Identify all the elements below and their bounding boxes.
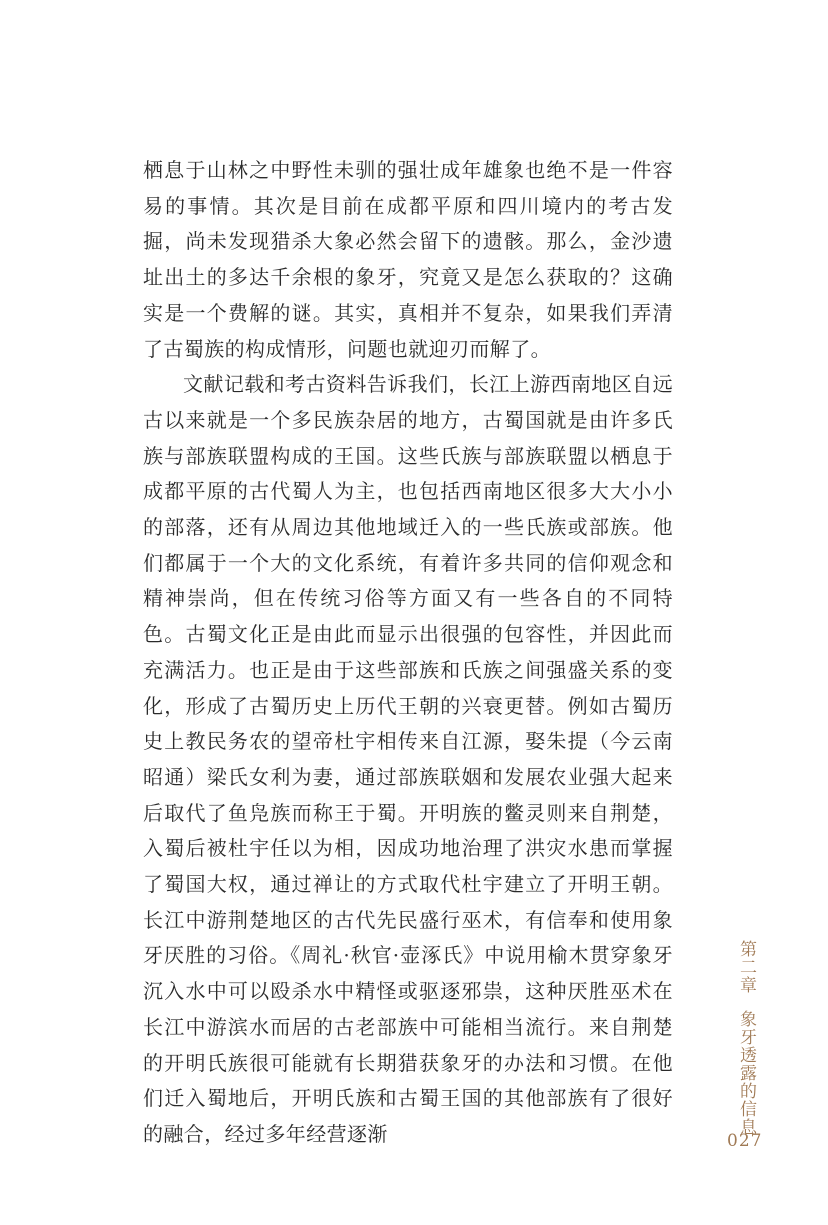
paragraph-2: 文献记载和考古资料告诉我们，长江上游西南地区自远古以来就是一个多民族杂居的地方，古蜀国就是由许多氏族与部族联盟构成的王国。这些氏族与部族联盟以栖息于成都平原的古代蜀人为主，也包括西南地区很多大大小小的部落，还有从周边其他地域迁入的一些氏族或部族。他们都属于一个大的文化系统，有着许多共同的信仰观念和精神崇尚，但在传统习俗等方面又有一些各自的不同特色。古蜀文化正是由此而显示出很强的包容性，并因此而充满活力。也正是由于这些部族和氏族之间强盛关系的变化，形成了古蜀历史上历代王朝的兴衰更替。例如古蜀历史上教民务农的望帝杜宇相传来自江源，娶朱提（今云南昭通）梁氏女利为妻，通过部族联姻和发展农业强大起来后取代了鱼凫族而称王于蜀。开明族的鳖灵则来自荆楚，入蜀后被杜宇任以为相，因成功地治理了洪灾水患而掌握了蜀国大权，通过禅让的方式取代杜宇建立了开明王朝。长江中游荆楚地区的古代先民盛行巫术，有信奉和使用象牙厌胜的习俗。《周礼·秋官·壶涿氏》中说用榆木贯穿象牙沉入水中可以殴杀水中精怪或驱逐邪祟，这种厌胜巫术在长江中游滨水而居的古老部族中可能相当流行。来自荆楚的开明氏族很可能就有长期猎获象牙的办法和习惯。在他们迁入蜀地后，开明氏族和古蜀王国的其他部族有了很好的融合，经过多年经营逐渐 [143,372,673,1146]
chapter-label: 第二章 [736,940,756,994]
paragraph-1: 栖息于山林之中野性未驯的强壮成年雄象也绝不是一件容易的事情。其次是目前在成都平原和四川境内的考古发掘，尚未发现猎杀大象必然会留下的遗骸。那么，金沙遗址出土的多达千余根的象牙，究竟又是怎么获取的？这确实是一个费解的谜。其实，真相并不复杂，如果我们弄清了古蜀族的构成情形，问题也就迎刃而解了。 [143,158,673,361]
body-text [143,153,673,1153]
running-header [736,940,756,1136]
chapter-title: 象牙透露的信息 [736,1010,756,1136]
page-number: 027 [727,1131,763,1151]
